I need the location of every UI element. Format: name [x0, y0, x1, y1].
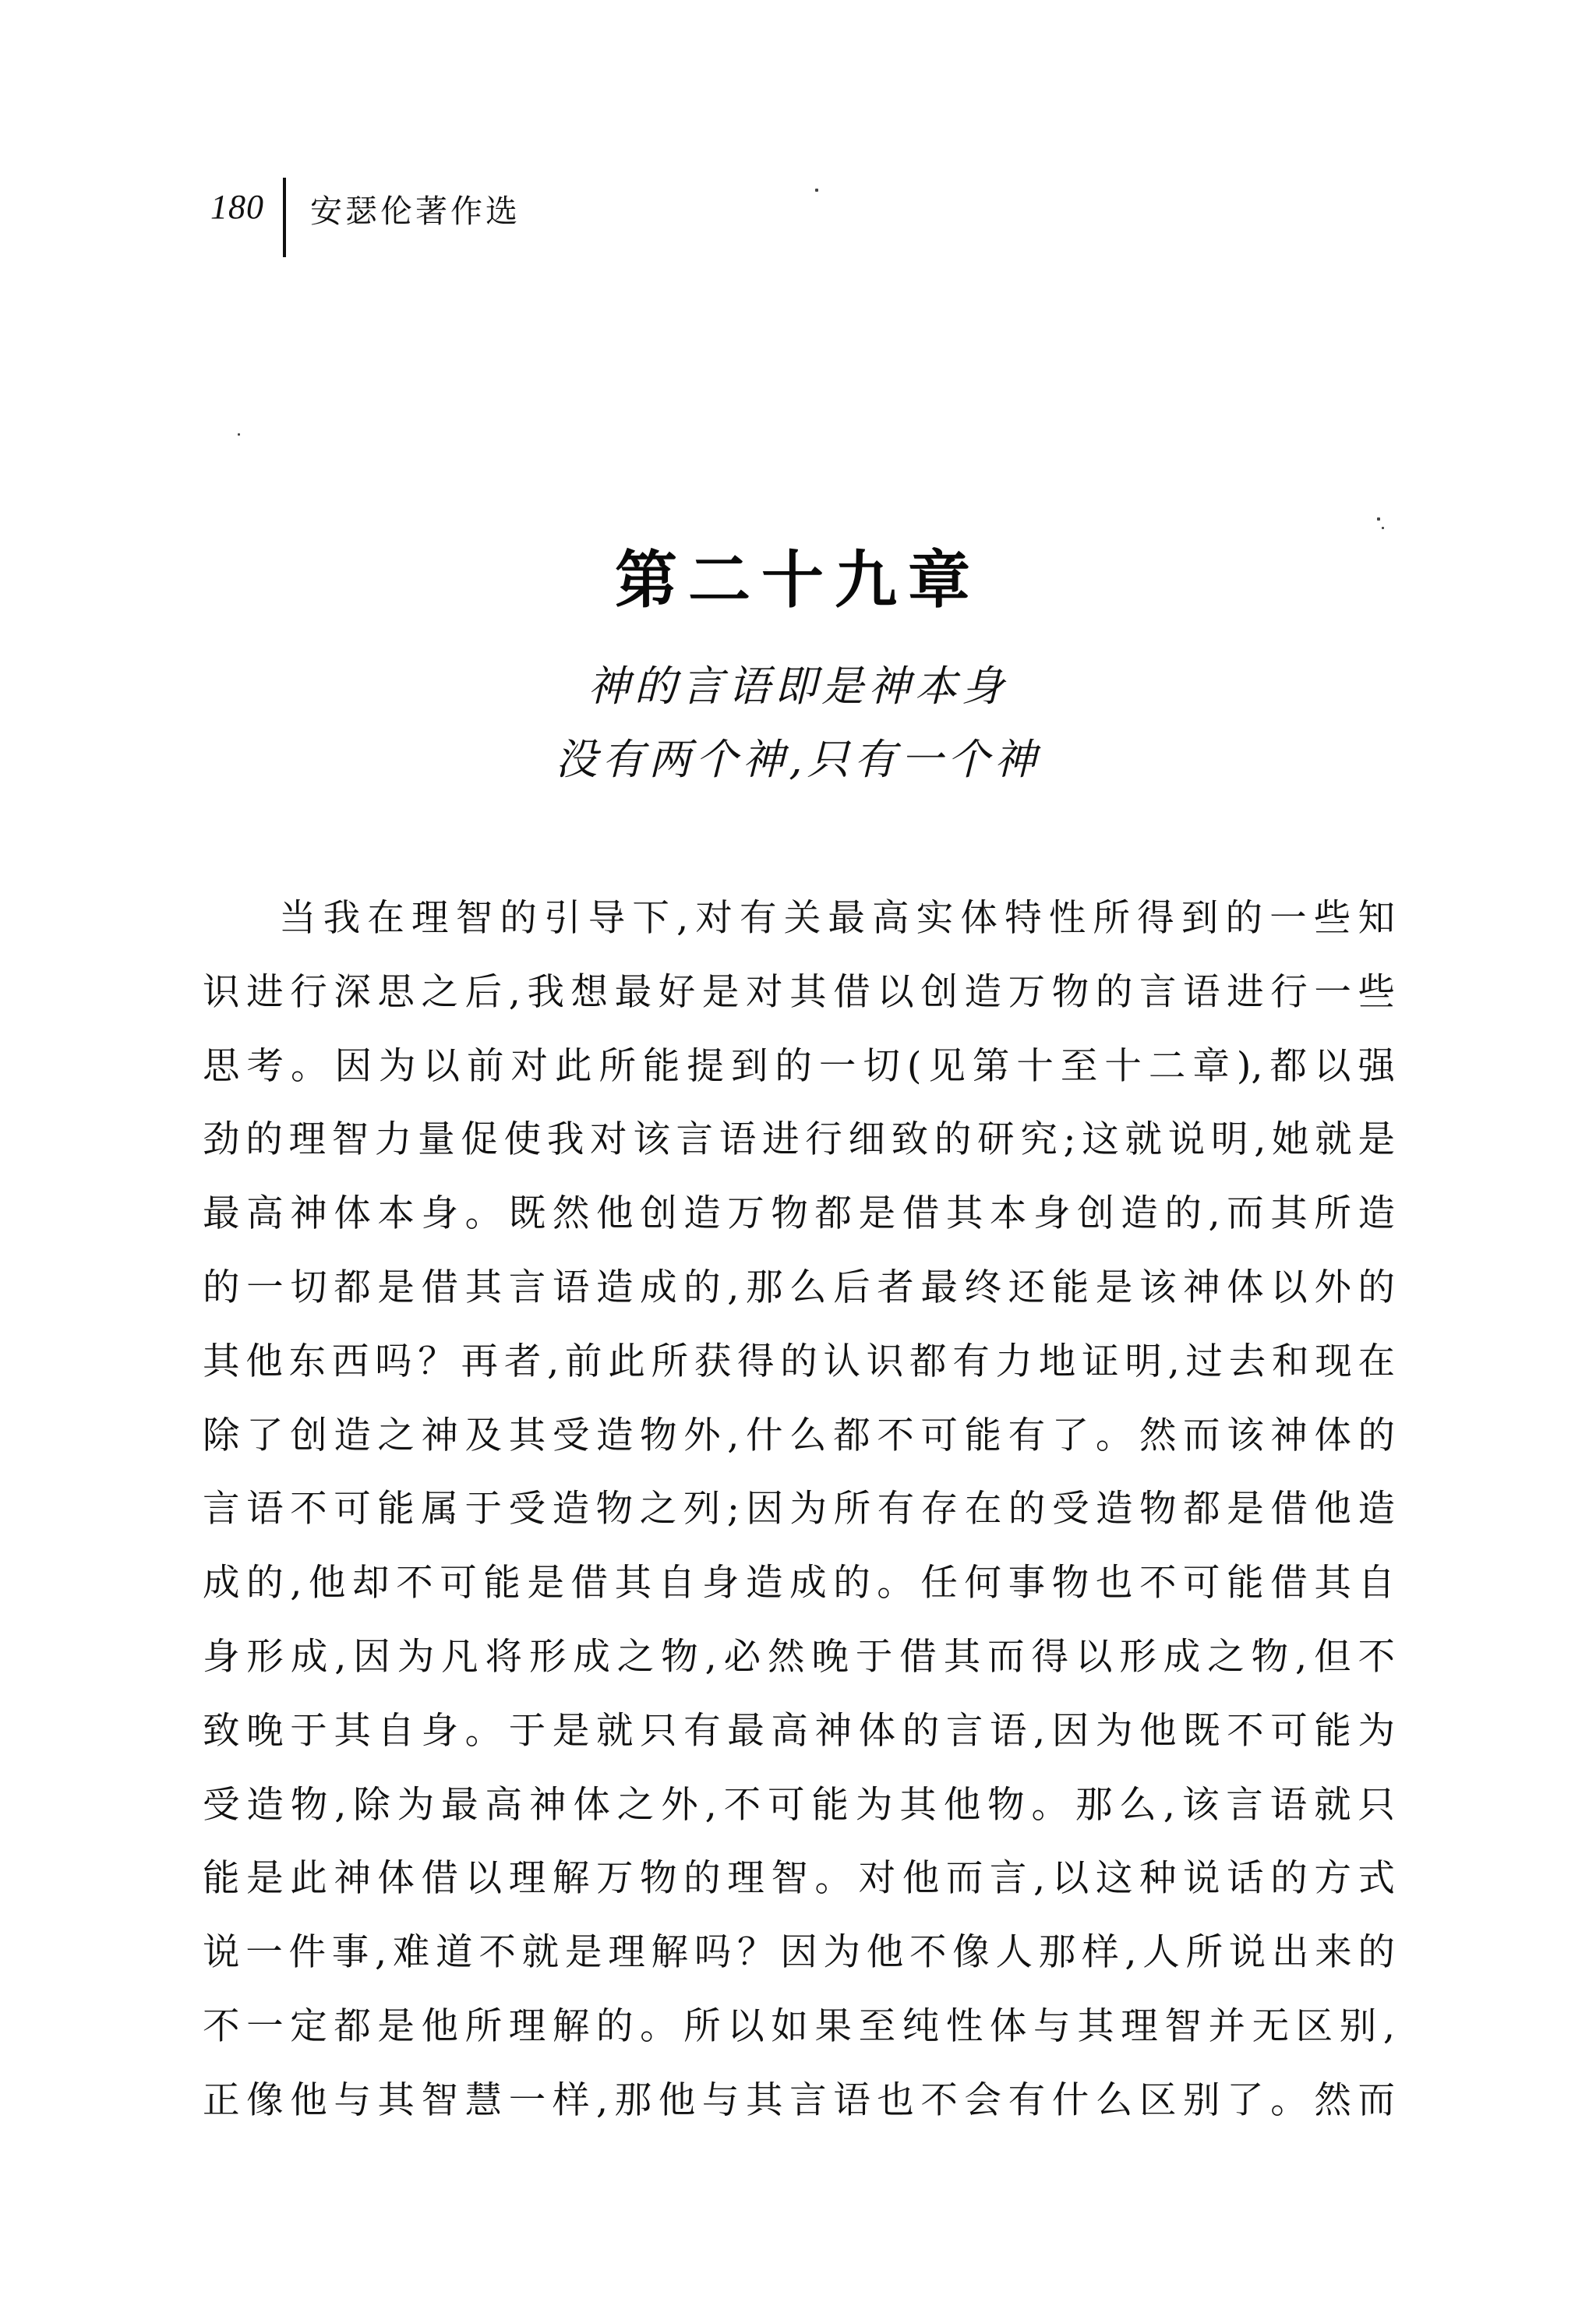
- body-line: 不一定都是他所理解的。所以如果至纯性体与其理智并无区别,: [203, 2004, 1395, 2048]
- body-line: 说一件事,难道不就是理解吗？因为他不像人那样,人所说出来的: [203, 1931, 1395, 1975]
- page-number: 180: [210, 188, 264, 226]
- header-divider: [283, 178, 286, 257]
- body-line: 除了创造之神及其受造物外,什么都不可能有了。然而该神体的: [203, 1414, 1395, 1457]
- body-line: 最高神体本身。既然他创造万物都是借其本身创造的,而其所造: [203, 1192, 1395, 1236]
- chapter-subtitle-line-1: 神的言语即是神本身: [588, 662, 1008, 711]
- body-paragraph: [203, 882, 1395, 2138]
- body-line: 言语不可能属于受造物之列;因为所有存在的受造物都是借他造: [203, 1488, 1395, 1531]
- scan-speck: [815, 189, 818, 192]
- scan-speck: [238, 433, 240, 436]
- body-line: 识进行深思之后,我想最好是对其借以创造万物的言语进行一些: [203, 970, 1395, 1014]
- body-line: 成的,他却不可能是借其自身造成的。任何事物也不可能借其自: [203, 1562, 1395, 1605]
- body-line: 致晚于其自身。于是就只有最高神体的言语,因为他既不可能为: [203, 1709, 1395, 1753]
- body-line: 思考。因为以前对此所能提到的一切(见第十至十二章),都以强: [203, 1044, 1395, 1088]
- body-line: 当我在理智的引导下,对有关最高实体特性所得到的一些知: [279, 897, 1395, 940]
- body-line: 正像他与其智慧一样,那他与其言语也不会有什么区别了。然而: [203, 2078, 1395, 2122]
- chapter-subtitle-line-2: 没有两个神,只有一个神: [555, 735, 1041, 784]
- body-line: 身形成,因为凡将形成之物,必然晚于借其而得以形成之物,但不: [203, 1635, 1395, 1679]
- body-line: 劲的理智力量促使我对该言语进行细致的研究;这就说明,她就是: [203, 1118, 1395, 1162]
- body-line: 的一切都是借其言语造成的,那么后者最终还能是该神体以外的: [203, 1266, 1395, 1309]
- body-line: 受造物,除为最高神体之外,不可能为其他物。那么,该言语就只: [203, 1783, 1395, 1827]
- body-line: 能是此神体借以理解万物的理智。对他而言,以这种说话的方式: [203, 1857, 1395, 1901]
- scan-speck: [1377, 517, 1380, 521]
- scan-speck: [1382, 527, 1384, 529]
- book-title: 安瑟伦著作选: [310, 192, 521, 230]
- chapter-title: 第二十九章: [615, 543, 981, 616]
- body-line: 其他东西吗？再者,前此所获得的认识都有力地证明,过去和现在: [203, 1340, 1395, 1383]
